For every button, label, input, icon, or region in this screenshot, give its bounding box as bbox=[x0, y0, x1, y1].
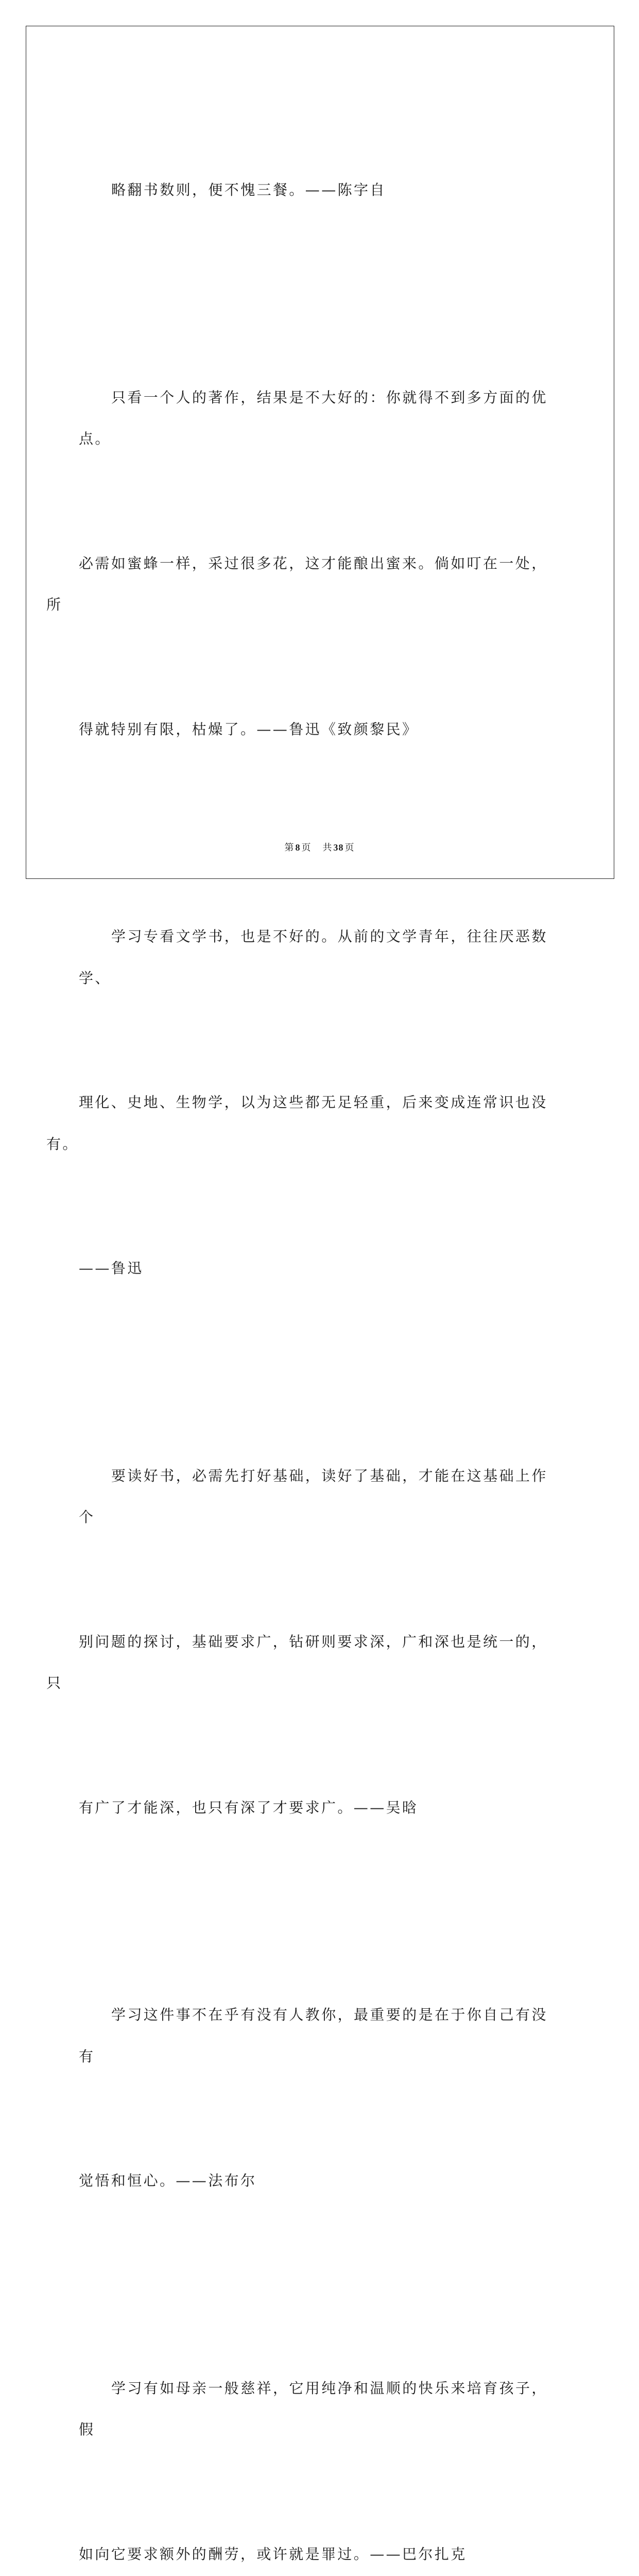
document-body bbox=[79, 87, 563, 2576]
total-label-suffix: 页 bbox=[345, 842, 355, 853]
text-line: 要读好书，必需先打好基础，读好了基础，才能在这基础上作个 bbox=[79, 1455, 563, 1538]
text-line: ——鲁迅 bbox=[46, 1248, 563, 1290]
text-line: 略翻书数则，便不愧三餐。——陈字自 bbox=[79, 170, 563, 211]
text-line: 如向它要求额外的酬劳，或许就是罪过。——巴尔扎克 bbox=[46, 2534, 563, 2575]
text-line: 学习这件事不在乎有没有人教你，最重要的是在于你自己有没有 bbox=[79, 1994, 563, 2077]
text-line: 得就特别有限，枯燥了。——鲁迅《致颜黎民》 bbox=[46, 709, 563, 751]
paragraph bbox=[79, 1372, 563, 1912]
text-line: 只看一个人的著作，结果是不大好的：你就得不到多方面的优点。 bbox=[79, 377, 563, 460]
text-line: 理化、史地、生物学，以为这些都无足轻重，后来变成连常识也没有。 bbox=[46, 1082, 563, 1165]
paragraph bbox=[79, 1911, 563, 2285]
paragraph bbox=[79, 294, 563, 834]
text-line: 学习有如母亲一般慈祥，它用纯净和温顺的快乐来培育孩子，假 bbox=[79, 2368, 563, 2451]
text-line: 必需如蜜蜂一样，采过很多花，这才能酿出蜜来。倘如叮在一处，所 bbox=[46, 543, 563, 626]
page-label-prefix: 第 bbox=[285, 842, 295, 853]
page-footer bbox=[0, 841, 639, 854]
total-label-prefix: 共 bbox=[323, 842, 333, 853]
text-line: 有广了才能深，也只有深了才要求广。——吴晗 bbox=[46, 1787, 563, 1829]
paragraph bbox=[79, 833, 563, 1372]
total-pages: 38 bbox=[334, 842, 344, 853]
text-line: 学习专看文学书，也是不好的。从前的文学青年，往往厌恶数学、 bbox=[79, 916, 563, 999]
paragraph bbox=[79, 87, 563, 294]
page-number: 8 bbox=[296, 842, 301, 853]
paragraph bbox=[79, 2285, 563, 2576]
text-line: 觉悟和恒心。——法布尔 bbox=[46, 2160, 563, 2202]
text-line: 别问题的探讨，基础要求广，钻研则要求深，广和深也是统一的，只 bbox=[46, 1621, 563, 1704]
page-label-suffix: 页 bbox=[302, 842, 312, 853]
